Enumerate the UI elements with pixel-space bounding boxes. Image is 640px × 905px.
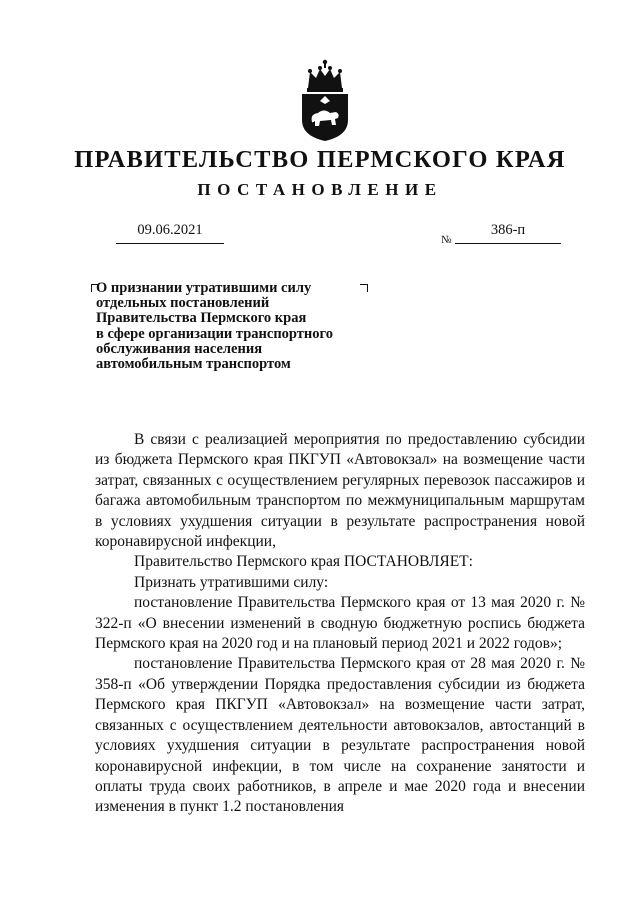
document-subject [96,281,396,372]
subject-line: О признании утратившими силу [96,280,312,296]
body-paragraph: Признать утратившими силу: [134,573,329,591]
body-paragraph: постановление Правительства Пермского края от 28 мая 2020 г. № 358-п «Об утверждении Порядка предоставления субсидии из бюджета Пермского края ПКГУП «Автовокзал» на возмещение части затрат, связанных с осуществлением деятельности автовокзалов, автостанций в условиях ухудшения ситуации в результате распространения новой коронавирусной инфекции, в том числе на сохранение занятости и оплаты труда своих работников, в апреле и мае 2020 года и внесении изменения в пункт 1.2 постановления [95,655,585,816]
subject-line: в сфере организации транспортного [96,325,333,342]
document-date-field [116,222,224,244]
document-type: ПОСТАНОВЛЕНИЕ [197,180,443,199]
body-paragraph: Правительство Пермского края ПОСТАНОВЛЯЕТ: [134,553,473,571]
document-number: 386-п [490,222,526,238]
subject-line: отдельных постановлений [96,295,270,312]
body-paragraph: В связи с реализацией мероприятия по предоставлению субсидии из бюджета Пермского края ПКГУП «Автовокзал» на возмещение части затрат, связанных с осуществлением регулярных перевозок пассажиров и багажа автомобильным транспортом по межмуниципальным маршрутам в условиях ухудшения ситуации в результате распространения новой коронавирусной инфекции, [95,431,585,551]
document-number-field [455,222,561,244]
document-body [95,430,585,818]
government-name: ПРАВИТЕЛЬСТВО ПЕРМСКОГО КРАЯ [74,146,566,173]
subject-line: обслуживания населения [96,340,263,357]
subject-line: Правительства Пермского края [96,310,307,327]
date-underline [116,243,224,244]
number-label: № [441,234,452,246]
coat-of-arms-icon [296,58,354,142]
document-date: 09.06.2021 [137,222,203,238]
body-paragraph: постановление Правительства Пермского края от 13 мая 2020 г. № 322-п «О внесении изменений в сводную бюджетную роспись бюджета Пермского края на 2020 год и на плановый период 2021 и 2022 годов»; [95,594,585,653]
number-underline [455,243,561,244]
subject-line: автомобильным транспортом [96,356,291,373]
